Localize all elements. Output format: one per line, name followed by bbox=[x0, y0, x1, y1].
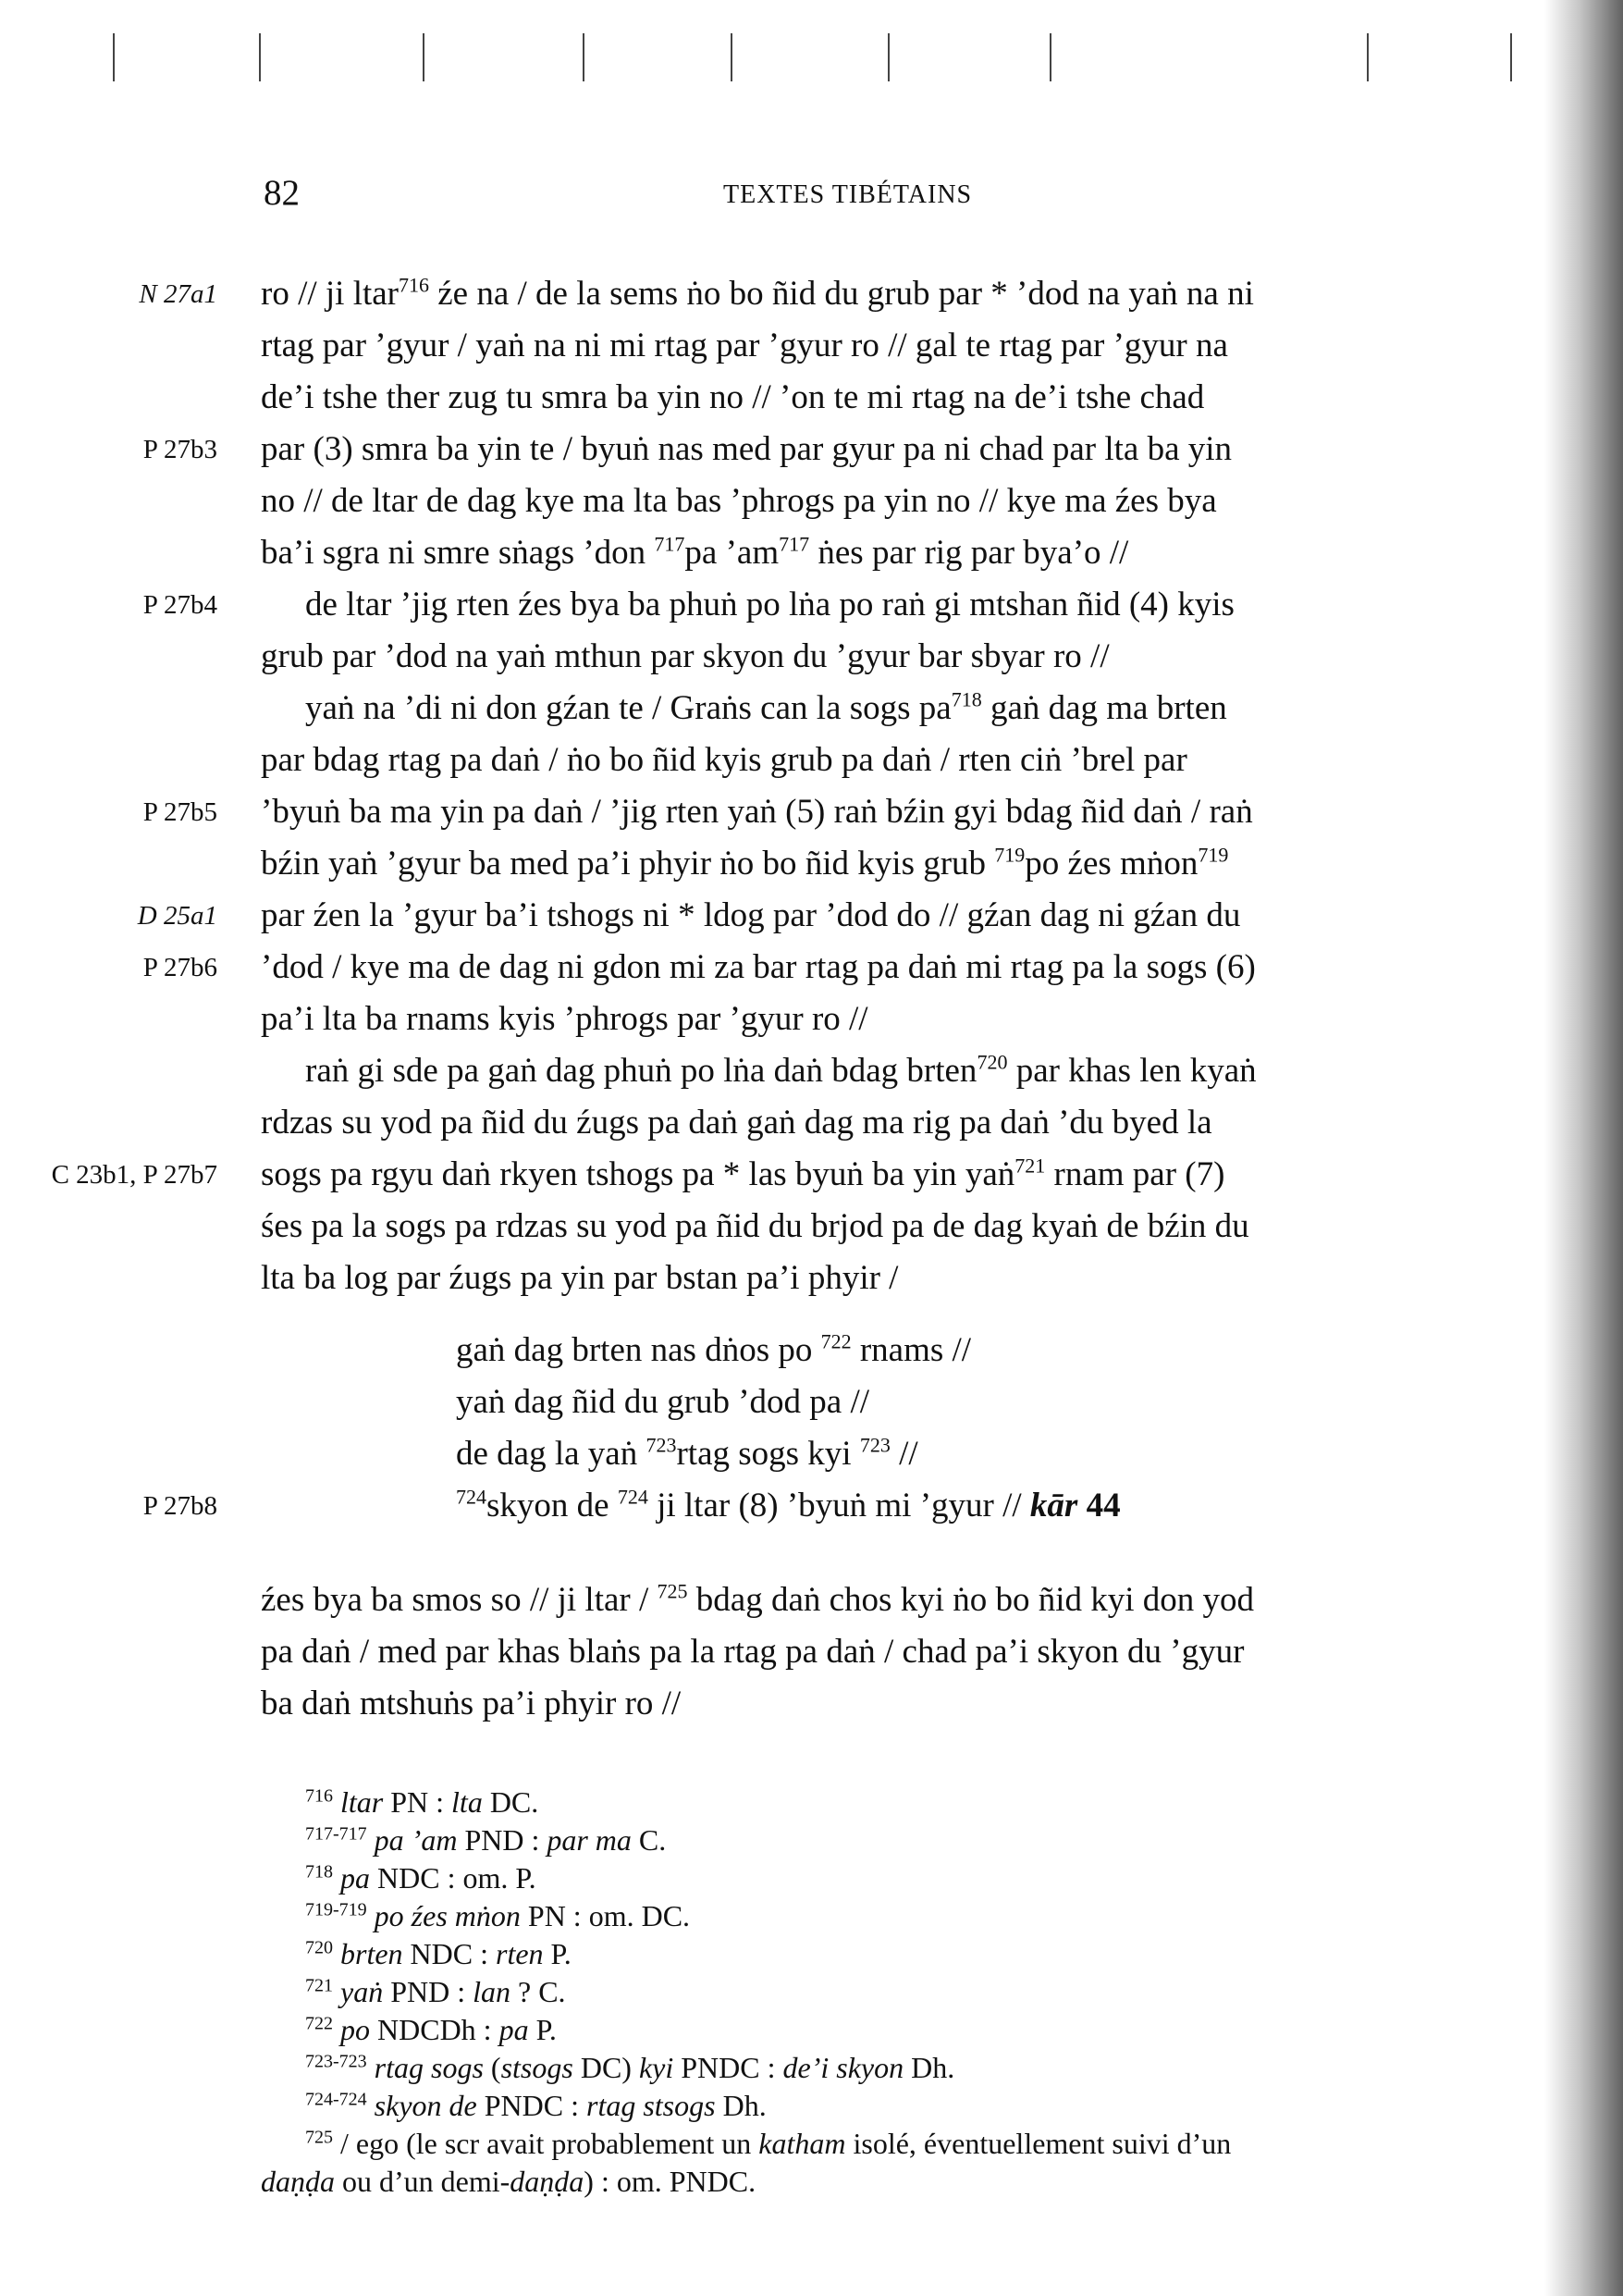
margin-ref: P 27b8 bbox=[142, 1491, 217, 1521]
text-line: de’i tshe ther zug tu smra ba yin no // ’on te mi rtag na de’i tshe chad bbox=[261, 378, 1205, 416]
scan-tick-mark bbox=[583, 33, 584, 81]
text-line: par (3) smra ba yin te / byuṅ nas med par gyur pa ni chad par lta ba yin bbox=[261, 430, 1233, 468]
text-line: yaṅ na ’di ni don gźan te / Graṅs can la sogs $pa^{718}$ gaṅ dag ma brten bbox=[305, 687, 1227, 727]
footnote: $^{719-719}$ po źes mṅon PN : om. DC. bbox=[305, 1899, 691, 1932]
text-line: ’byuṅ ba ma yin pa daṅ / ’jig rten yaṅ (5) raṅ bźin gyi bdag ñid daṅ / raṅ bbox=[261, 793, 1253, 831]
text-line: no // de ltar de dag kye ma lta bas ’phrogs pa yin no // kye ma źes bya bbox=[261, 482, 1217, 520]
margin-ref: P 27b5 bbox=[142, 797, 217, 827]
margin-ref: N 27a1 bbox=[139, 279, 217, 309]
text-line: ba’i sgra ni smre sṅags ’don $^{717}$pa $’am^{717}$ ṅes par rig par bya’o // bbox=[261, 532, 1129, 572]
footnote: $^{724-724}$ skyon de PNDC : rtag stsogs Dh. bbox=[305, 2089, 767, 2122]
footnote-continuation: daṇḍa ou d’un demi-daṇḍa) : om. PNDC. bbox=[261, 2165, 756, 2198]
scan-tick-mark bbox=[1510, 33, 1512, 81]
text-line: śes pa la sogs pa rdzas su yod pa ñid du brjod pa de dag kyaṅ de bźin du bbox=[261, 1207, 1249, 1245]
karika-number: kār 44 bbox=[1029, 1487, 1121, 1524]
footnote: $^{716}$ ltar PN : lta DC. bbox=[305, 1785, 539, 1819]
text-line: de ltar ’jig rten źes bya ba phuṅ po lṅa po raṅ gi mtshan ñid (4) kyis bbox=[305, 586, 1235, 623]
scan-tick-mark bbox=[731, 33, 732, 81]
verse-line: $^{724}$skyon de $^{724}$ ji ltar (8) ’byuṅ mi ’gyur // kār 44 bbox=[456, 1485, 1121, 1524]
text-line: ba daṅ mtshuṅs pa’i phyir ro // bbox=[261, 1685, 682, 1722]
text-line: par źen la ’gyur ba’i tshogs ni * ldog par ’dod do // gźan dag ni gźan du bbox=[261, 896, 1241, 934]
verse-line: de dag la yaṅ $^{723}$rtag sogs kyi $^{723}$ // bbox=[456, 1433, 918, 1473]
footnote: $^{723-723}$ rtag sogs (stsogs DC) kyi PNDC : de’i skyon Dh. bbox=[305, 2051, 955, 2084]
text-line: par bdag rtag pa daṅ / ṅo bo ñid kyis grub pa daṅ / rten ciṅ ’brel par bbox=[261, 741, 1187, 779]
text-line: pa daṅ / med par khas blaṅs pa la rtag pa daṅ / chad pa’i skyon du ’gyur bbox=[261, 1633, 1245, 1671]
footnote: $^{725}$ / ego (le scr avait probablement un katham isolé, éventuellement suivi d’un bbox=[305, 2127, 1232, 2160]
footnote: $^{718}$ pa NDC : om. P. bbox=[305, 1861, 536, 1895]
margin-ref: P 27b6 bbox=[142, 953, 217, 982]
margin-ref: D 25a1 bbox=[137, 901, 217, 931]
scan-tick-mark bbox=[888, 33, 890, 81]
footnote: $^{717-717}$ pa ’am PND : par ma C. bbox=[305, 1823, 667, 1857]
footnote: $^{720}$ brten NDC : rten P. bbox=[305, 1937, 572, 1970]
verse-line: yaṅ dag ñid du grub ’dod pa // bbox=[456, 1383, 869, 1421]
running-head: TEXTES TIBÉTAINS bbox=[723, 180, 973, 209]
text-line: grub par ’dod na yaṅ mthun par skyon du ’gyur bar sbyar ro // bbox=[261, 637, 1110, 675]
footnote: $^{721}$ yaṅ PND : lan ? C. bbox=[305, 1975, 566, 2008]
text-line: rdzas su yod pa ñid du źugs pa daṅ gaṅ dag ma rig pa daṅ ’du byed la bbox=[261, 1104, 1212, 1142]
scan-tick-mark bbox=[1367, 33, 1369, 81]
text-line: lta ba log par źugs pa yin par bstan pa’i phyir / bbox=[261, 1259, 899, 1297]
scan-tick-mark bbox=[259, 33, 261, 81]
margin-ref: C 23b1, P 27b7 bbox=[51, 1160, 217, 1190]
footnote: $^{722}$ po NDCDh : pa P. bbox=[305, 2013, 557, 2046]
page-number: 82 bbox=[264, 173, 300, 213]
scan-tick-mark bbox=[423, 33, 424, 81]
margin-ref: P 27b4 bbox=[142, 590, 217, 620]
text-line: rtag par ’gyur / yaṅ na ni mi rtag par ’gyur ro // gal te rtag par ’gyur na bbox=[261, 327, 1228, 364]
verse-line: gaṅ dag brten nas dṅos po $^{722}$ rnams // bbox=[456, 1329, 972, 1369]
text-line: sogs pa rgyu daṅ rkyen tshogs pa * las byuṅ ba yin yaṅ$^{721}$ rnam par (7) bbox=[261, 1154, 1225, 1193]
scan-shadow-edge bbox=[1544, 0, 1623, 2296]
text-line: ro // ji ltar$^{716}$ źe na / de la sems ṅo bo ñid du grub par * ’dod na yaṅ na ni bbox=[261, 273, 1254, 313]
text-line: źes bya ba smos so // ji ltar / $^{725}$ bdag daṅ chos kyi ṅo bo ñid kyi don yod bbox=[261, 1579, 1255, 1619]
scan-tick-mark bbox=[1050, 33, 1051, 81]
text-line: raṅ gi sde pa gaṅ dag phuṅ po lṅa daṅ bdag brten$^{720}$ par khas len kyaṅ bbox=[305, 1050, 1257, 1090]
scan-tick-mark bbox=[113, 33, 115, 81]
margin-ref: P 27b3 bbox=[142, 435, 217, 464]
text-line: ’dod / kye ma de dag ni gdon mi za bar rtag pa daṅ mi rtag pa la sogs (6) bbox=[261, 948, 1256, 986]
text-line: pa’i lta ba rnams kyis ’phrogs par ’gyur ro // bbox=[261, 1000, 868, 1038]
text-line: bźin yaṅ ’gyur ba med pa’i phyir ṅo bo ñid kyis grub $^{719}$po źes mṅon$^{719}$ bbox=[261, 843, 1229, 883]
